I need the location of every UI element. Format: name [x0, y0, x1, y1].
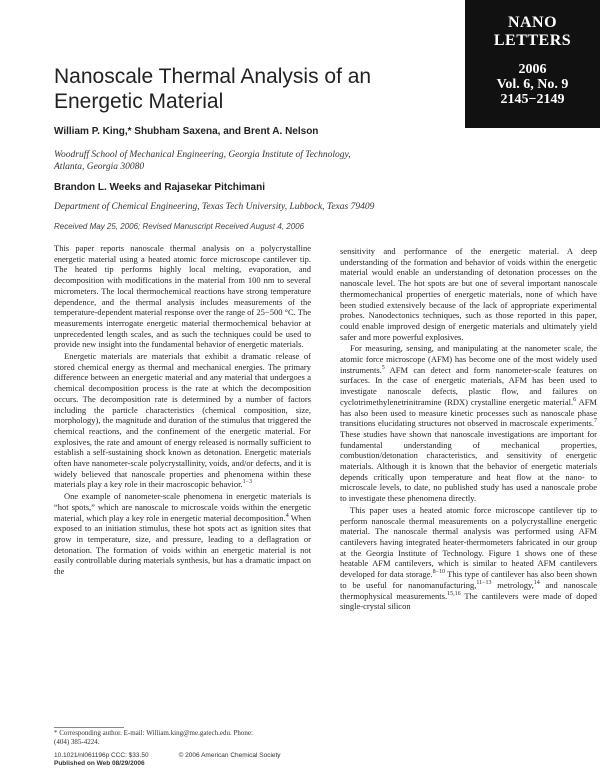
paper-title: Nanoscale Thermal Analysis of an Energetic Material — [54, 65, 372, 113]
paragraph-text: For measuring, sensing, and manipulating at the nanometer scale, the atomic force microscope (AFM) has become one of the most widely used instruments. — [340, 343, 597, 375]
publication-info — [54, 752, 281, 768]
abstract-paragraph: This paper reports nanoscale thermal analysis on a polycrystalline energetic material using a heated atomic force microscope cantilever tip. The heated tip performs highly local melting, evaporation, and decomposition with modifications in the material from 100 nm to several micrometers. The local thermochemical reactions have strong temperature dependence, and the thermal analysis includes measurements of the temperature-dependent material response over the range of 25−500 °C. The measurements interrogate energetic material thermochemical behavior at unprecedented length scales, and as such the techniques could be used to provide new insight into the fundamental behavior of energetic materials. — [54, 243, 311, 350]
paragraph-text: This type of cantilever has also been shown to be useful for nanomanufacturing, — [340, 569, 597, 590]
body-paragraph — [340, 505, 597, 612]
left-column — [54, 243, 311, 578]
journal-volume: Vol. 6, No. 9 — [496, 77, 569, 92]
footnote-line-1: * Corresponding author. E-mail: William.king@me.gatech.edu. Phone: — [54, 729, 253, 737]
citation-ref: 5 — [381, 364, 385, 371]
body-paragraph — [340, 343, 597, 504]
footnote-divider — [54, 727, 124, 728]
published-date: Published on Web 08/29/2006 — [54, 760, 145, 767]
doi-line: 10.1021/nl061196p CCC: $33.50 — [54, 752, 149, 759]
affiliation-1-line-1: Woodruff School of Mechanical Engineering, Georgia Institute of Technology, — [54, 150, 351, 160]
footnote — [54, 729, 311, 747]
citation-ref: 14 — [533, 579, 540, 586]
authors-group-1: William P. King,* Shubham Saxena, and Brent A. Nelson — [54, 126, 319, 137]
body-paragraph — [54, 351, 311, 490]
citation-ref: 1−3 — [242, 479, 252, 486]
received-dates: Received May 25, 2006; Revised Manuscript Received August 4, 2006 — [54, 222, 305, 231]
journal-banner — [465, 0, 600, 128]
authors-group-2: Brandon L. Weeks and Rajasekar Pitchimani — [54, 182, 265, 193]
body-paragraph: sensitivity and performance of the energetic material. A deep understanding of the formation and behavior of voids within the energetic material would enable an understanding of detonation processes on the nanoscale level. The hot spots are but one of several important nanoscale thermomechanical properties of energetic materials, none of which have been studied extensively because of the lack of appropriate experimental probes. Nanodectonics techniques, such as those reported in this paper, could enable improved design of energetic materials and ultimately yield safer and more powerful explosives. — [340, 246, 597, 342]
body-paragraph — [54, 491, 311, 577]
paragraph-text: This paper uses a heated atomic force microscope cantilever tip to perform nanoscale thermal measurements on a polycrystalline energetic material. The nanoscale thermal analysis was performed using AFM cantilevers having integrated heater-thermometers fabricated in our group at the Georgia Institute of Technology. Figure 1 shows one of these heatable AFM cantilevers, which is similar to heated AFM cantilevers developed for data storage. — [340, 504, 597, 580]
citation-ref: 7 — [594, 418, 597, 425]
copyright-line: © 2006 American Chemical Society — [178, 752, 281, 759]
paragraph-text: AFM can detect and form nanometer-scale features on surfaces. In the case of energetic materials, AFM has been used to investigate nanoscale defects, plastic flow, and failures on cyclotrimethylenetrinitramine (RDX) crystalline energetic material. — [340, 364, 597, 407]
right-column — [340, 246, 597, 613]
paragraph-text: Energetic materials are materials that exhibit a dramatic release of stored chemical energy as thermal and mechanical energies. The primary difference between an energetic material and any material that undergoes a chemical decomposition process is the rate at which the decomposition occurs. The decomposition rate is determined by a number of factors including the particle characteristics (chemical composition, size, morphology), the magnitude and duration of the stimulus that triggered the chemical reactions, and the confinement of the energetic material. For explosives, the rate and amount of energy released is normally sufficient to establish a self-sustaining shock known as detonation. Energetic materials often have nanometer-scale polycrystallinity, voids, and/or defects, and it is widely believed that nanoscale properties and phenomena within these materials play a key role in their macroscopic behavior. — [54, 351, 311, 490]
affiliation-1 — [54, 149, 474, 173]
paragraph-text: metrology, — [491, 579, 534, 590]
paragraph-text: and nanoscale thermophysical measurements. — [340, 579, 598, 601]
paragraph-text: AFM has also been used to measure kinetic processes such as nanoscale phase transitions elucidating structures not observed in macroscale experiments. — [340, 396, 597, 429]
footnote-line-2: (404) 385-4224. — [54, 738, 100, 746]
citation-ref: 6 — [573, 397, 577, 404]
citation-ref: 8−10 — [432, 569, 446, 576]
paragraph-text: When exposed to an initiation stimulus, these hot spots act as ignition sites that grow in temperature, size, and pressure, leading to a deflagration or detonation. The formation of voids within an energetic material is not easily controllable during materials synthesis, but has a dramatic impact on the — [54, 512, 311, 577]
paragraph-text: One example of nanometer-scale phenomena in energetic materials is “hot spots,” which are nanoscale to microscale voids within the energetic material, which play a key role in energetic material decomposition. — [54, 491, 311, 523]
citation-ref: 11−13 — [476, 579, 492, 586]
journal-name-line1: NANO — [507, 14, 558, 31]
journal-year: 2006 — [518, 62, 547, 77]
journal-pages: 2145−2149 — [500, 92, 565, 107]
journal-name-line2: LETTERS — [493, 32, 572, 49]
affiliation-2: Department of Chemical Engineering, Texas Tech University, Lubbock, Texas 79409 — [54, 202, 375, 212]
affiliation-1-line-2: Atlanta, Georgia 30080 — [54, 162, 145, 172]
citation-ref: 4 — [285, 512, 289, 519]
citation-ref: 15,16 — [447, 590, 461, 597]
paragraph-text: The cantilevers were made of doped single-crystal silicon — [340, 590, 597, 612]
paragraph-text: These studies have shown that nanoscale investigations are important for fundamental understanding of mechanical properties, combustion/detonation characteristics, and sensitivity of energetic materials. Although it is known that the behavior of energetic materials depends critically upon temperature and heat flow at the nano- to microscale levels, to date, no published study has used a nanoscale probe to investigate these phenomena directly. — [340, 428, 597, 504]
